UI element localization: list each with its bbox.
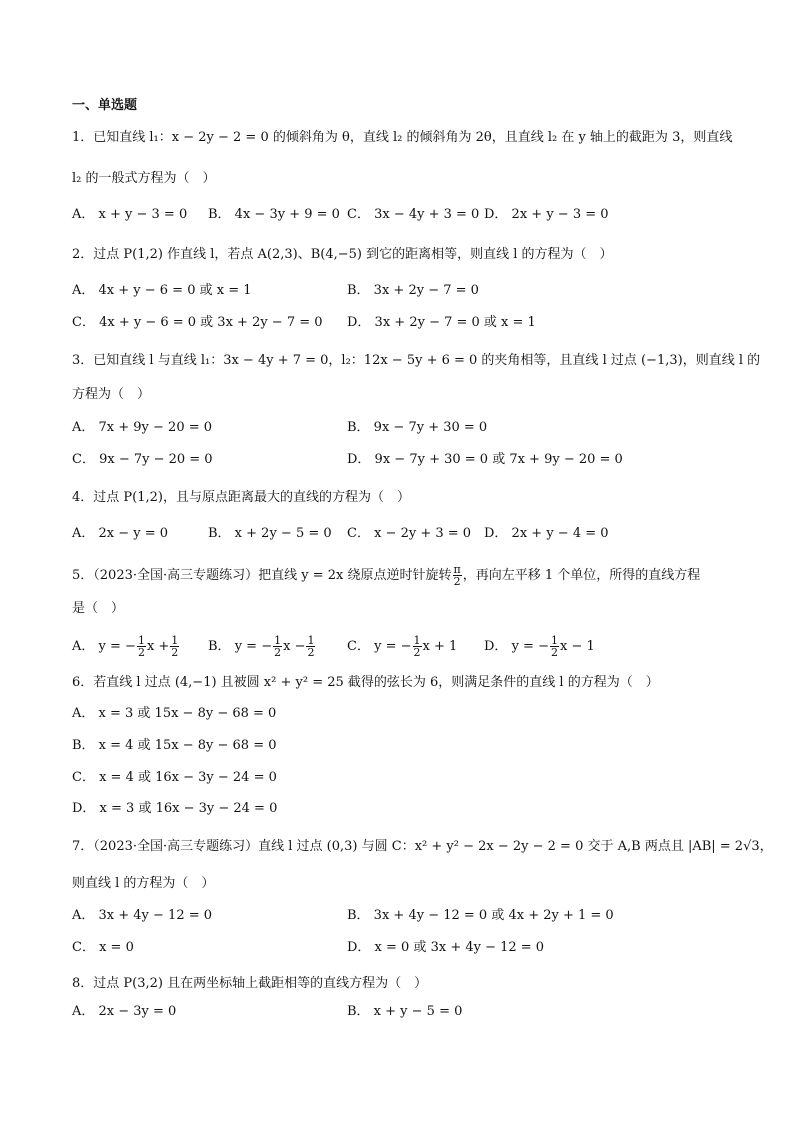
q6-option-a: A． x = 3 或 15x − 8y − 68 = 0	[72, 706, 277, 721]
q5-c-frac1-den: 2	[413, 646, 421, 659]
q7-option-a: A． 3x + 4y − 12 = 0	[72, 908, 213, 923]
q5-d-frac1-den: 2	[550, 646, 558, 659]
q4-option-a: A． 2x − y = 0	[72, 526, 169, 541]
q7-option-b: B． 3x + 4y − 12 = 0 或 4x + 2y + 1 = 0	[347, 908, 614, 923]
q6-option-b: B． x = 4 或 15x − 8y − 68 = 0	[72, 738, 277, 753]
q5-b-frac1	[273, 635, 282, 658]
q5-fraction-num: π	[453, 563, 461, 576]
q1-option-a: A． x + y − 3 = 0	[72, 207, 188, 222]
q5-b-pre: y = −	[234, 639, 273, 654]
q5-a-frac2-den: 2	[171, 646, 179, 659]
q5-d-label: D．	[484, 639, 508, 654]
q3-option-d: D． 9x − 7y + 30 = 0 或 7x + 9y − 20 = 0	[347, 452, 623, 467]
q1-option-d: D． 2x + y − 3 = 0	[484, 207, 609, 222]
question-7-stem: 7．（2023·全国·高三专题练习）直线 l 过点 (0,3) 与圆 C：x² + y² − 2x − 2y − 2 = 0 交于 A,B 两点且 |AB| = 2√3，	[72, 839, 773, 854]
q5-stem-post: ，再向左平移 1 个单位，所得的直线方程	[462, 568, 701, 583]
question-3-stem-cont: 方程为（ ）	[72, 387, 151, 402]
q5-option-d	[484, 635, 595, 658]
q6-option-c: C． x = 4 或 16x − 3y − 24 = 0	[72, 770, 277, 785]
question-1-stem-cont: l₂ 的一般式方程为（ ）	[72, 171, 216, 186]
question-2-stem: 2．过点 P(1,2) 作直线 l，若点 A(2,3)、B(4,−5) 到它的距离相等，则直线 l 的方程为（ ）	[72, 247, 613, 262]
q5-b-frac2-den: 2	[307, 646, 315, 659]
q5-b-frac1-num: 1	[274, 634, 282, 647]
q1-option-b: B． 4x − 3y + 9 = 0	[208, 207, 340, 222]
q1-option-c: C． 3x − 4y + 3 = 0	[347, 207, 480, 222]
q5-c-mid: x + 1	[422, 639, 458, 654]
q5-a-mid: x +	[146, 639, 170, 654]
q4-option-c: C． x − 2y + 3 = 0	[347, 526, 472, 541]
q3-option-c: C． 9x − 7y − 20 = 0	[72, 452, 213, 467]
q5-d-frac1-num: 1	[550, 634, 558, 647]
q2-option-b: B． 3x + 2y − 7 = 0	[347, 283, 479, 298]
q5-a-frac1-den: 2	[137, 646, 145, 659]
q5-option-a	[72, 635, 180, 658]
q5-b-frac1-den: 2	[274, 646, 282, 659]
q5-c-label: C．	[347, 639, 370, 654]
q5-d-pre: y = −	[511, 639, 549, 654]
question-1-stem: 1．已知直线 l₁：x − 2y − 2 = 0 的倾斜角为 θ，直线 l₂ 的倾斜角为 2θ，且直线 l₂ 在 y 轴上的截距为 3，则直线	[72, 130, 733, 145]
q8-option-b: B． x + y − 5 = 0	[347, 1004, 463, 1019]
q2-option-c: C． 4x + y − 6 = 0 或 3x + 2y − 7 = 0	[72, 315, 323, 330]
q5-a-frac1-num: 1	[137, 634, 145, 647]
question-7-stem-cont: 则直线 l 的方程为（ ）	[72, 876, 215, 891]
q5-stem-pre: 5．（2023·全国·高三专题练习）把直线 y = 2x 绕原点逆时针旋转	[72, 568, 452, 583]
q2-option-a: A． 4x + y − 6 = 0 或 x = 1	[72, 283, 252, 298]
q5-b-label: B．	[208, 639, 231, 654]
q7-option-c: C． x = 0	[72, 940, 134, 955]
question-5-stem-cont: 是（ ）	[72, 601, 125, 616]
q5-c-frac1-num: 1	[413, 634, 421, 647]
q5-a-pre: y = −	[98, 639, 136, 654]
q4-option-d: D． 2x + y − 4 = 0	[484, 526, 609, 541]
question-5-stem	[72, 564, 700, 587]
q5-a-label: A．	[72, 639, 95, 654]
q5-option-c	[347, 635, 457, 658]
question-3-stem: 3．已知直线 l 与直线 l₁：3x − 4y + 7 = 0，l₂：12x − 5y + 6 = 0 的夹角相等，且直线 l 过点 (−1,3)，则直线 l 的	[72, 353, 761, 368]
q3-option-b: B． 9x − 7y + 30 = 0	[347, 420, 488, 435]
q5-d-mid: x − 1	[559, 639, 595, 654]
q5-a-frac2-num: 1	[171, 634, 179, 647]
q5-option-b	[208, 635, 316, 658]
q5-fraction-den: 2	[453, 575, 461, 588]
q5-b-frac2-num: 1	[307, 634, 315, 647]
q8-option-a: A． 2x − 3y = 0	[72, 1004, 177, 1019]
q5-d-frac1	[550, 635, 559, 658]
section-title: 一、单选题	[72, 98, 138, 113]
q2-option-d: D． 3x + 2y − 7 = 0 或 x = 1	[347, 315, 536, 330]
q4-option-b: B． x + 2y − 5 = 0	[208, 526, 332, 541]
q7-option-d: D． x = 0 或 3x + 4y − 12 = 0	[347, 940, 545, 955]
q5-c-frac1	[413, 635, 422, 658]
q6-option-d: D． x = 3 或 16x − 3y − 24 = 0	[72, 801, 278, 816]
question-4-stem: 4．过点 P(1,2)，且与原点距离最大的直线的方程为（ ）	[72, 490, 410, 505]
q5-b-mid: x −	[283, 639, 306, 654]
question-6-stem: 6．若直线 l 过点 (4,−1) 且被圆 x² + y² = 25 截得的弦长为 6，则满足条件的直线 l 的方程为（ ）	[72, 675, 659, 690]
question-8-stem: 8．过点 P(3,2) 且在两坐标轴上截距相等的直线方程为（ ）	[72, 976, 428, 991]
q5-c-pre: y = −	[374, 639, 412, 654]
q5-a-frac2	[170, 635, 179, 658]
q5-a-frac1	[137, 635, 146, 658]
q5-fraction	[453, 564, 462, 587]
q3-option-a: A． 7x + 9y − 20 = 0	[72, 420, 213, 435]
q5-b-frac2	[306, 635, 315, 658]
